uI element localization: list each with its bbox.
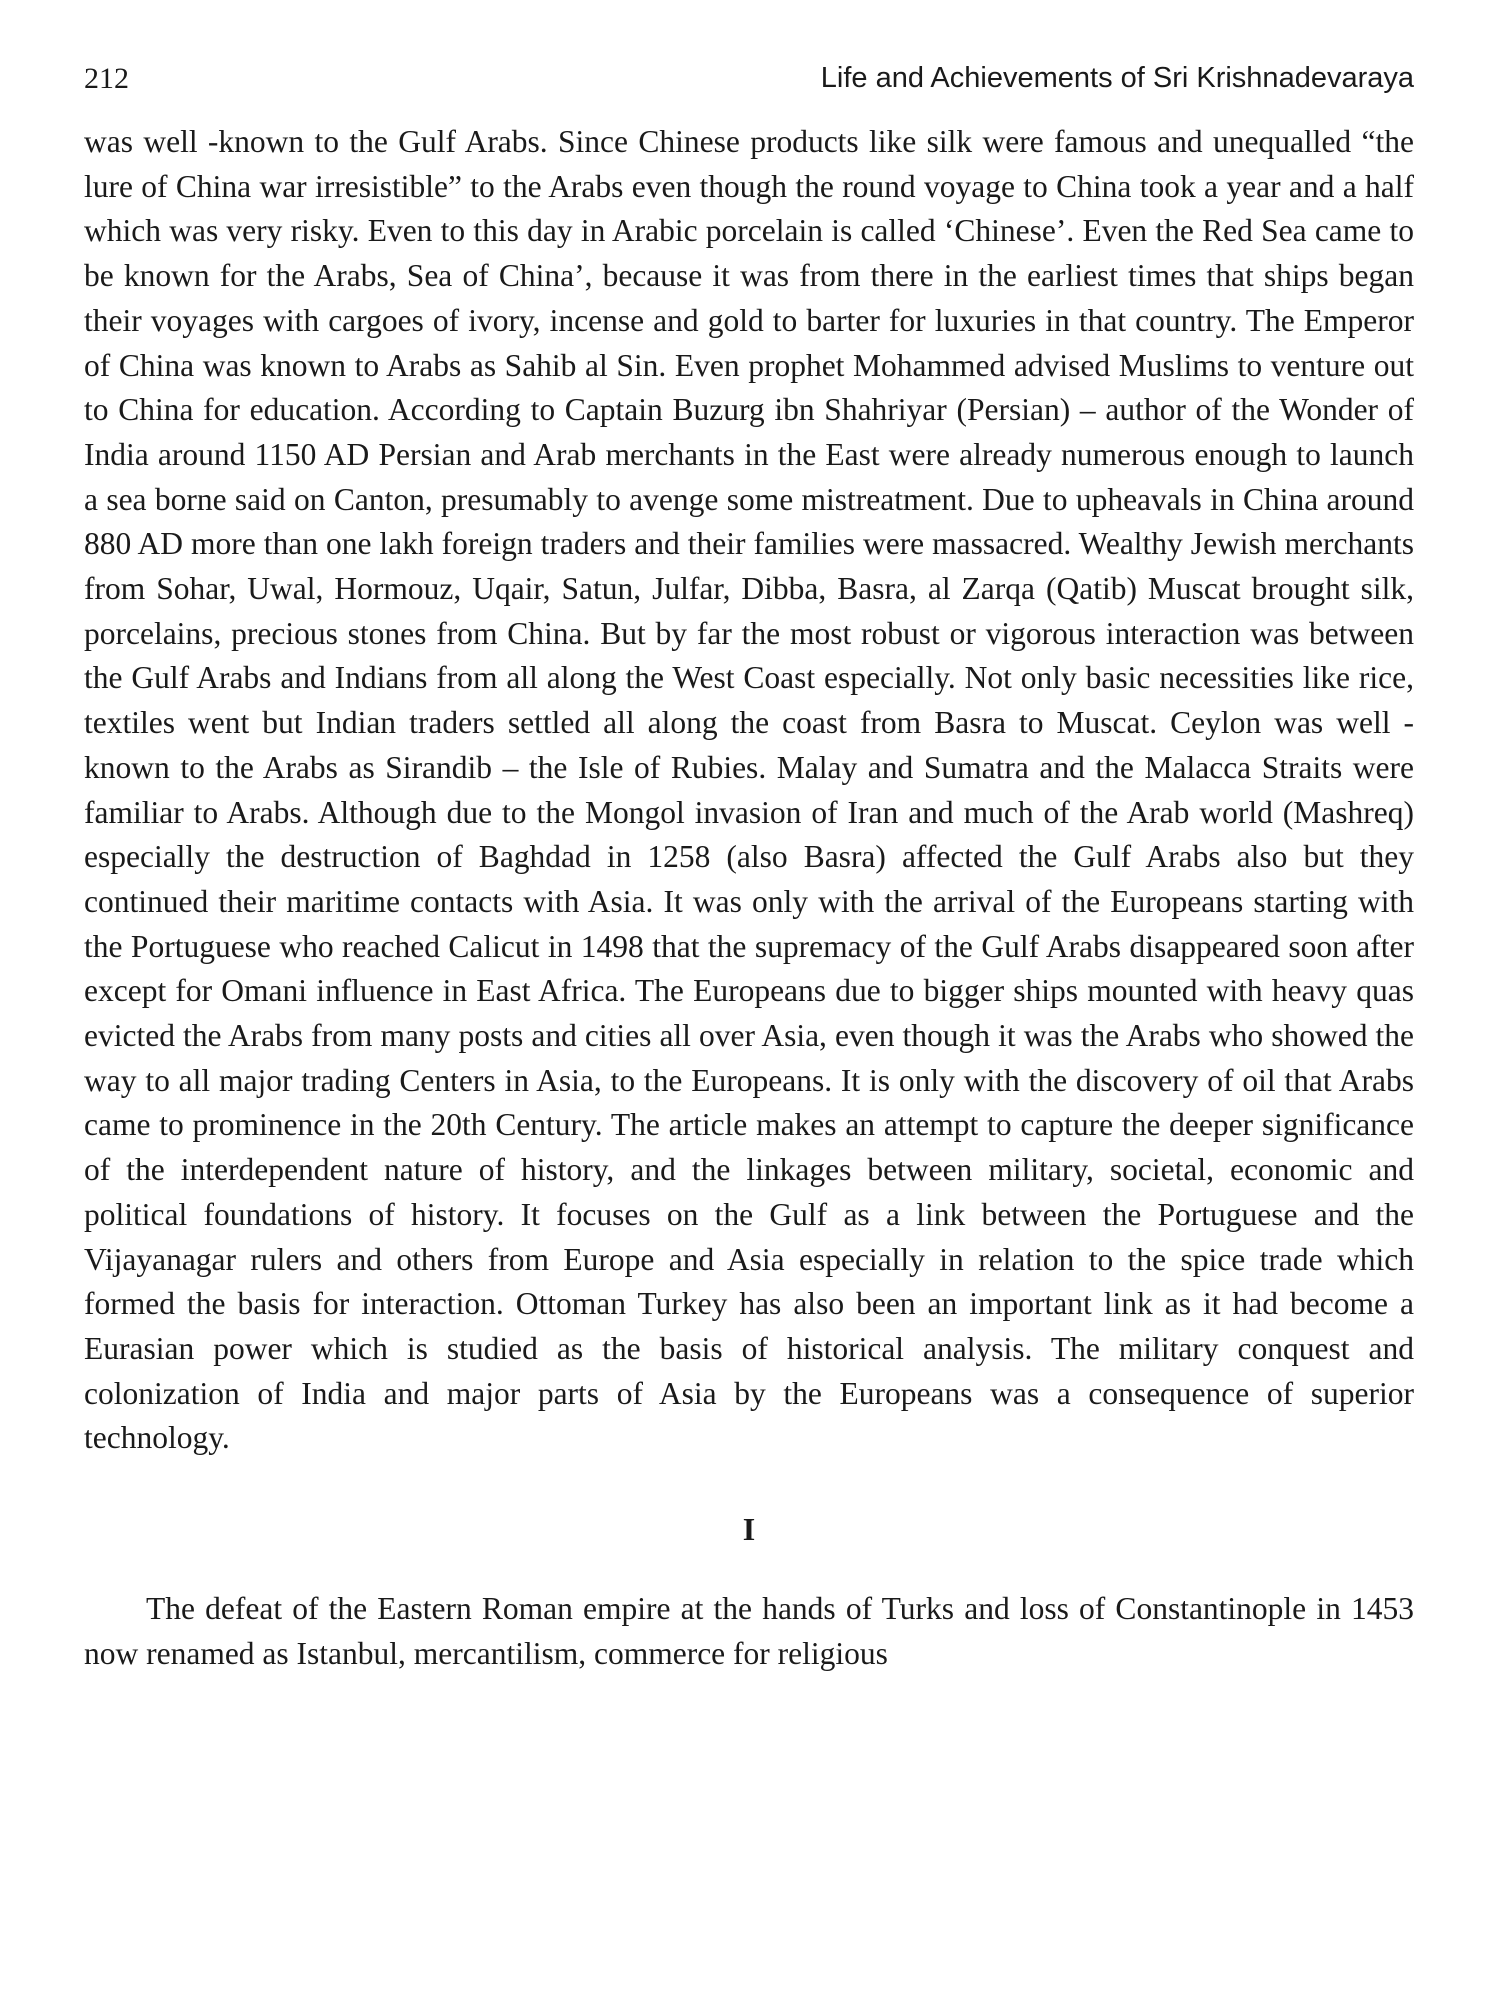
running-head xyxy=(84,52,1414,108)
paragraph-1: was well -known to the Gulf Arabs. Since Chinese products like silk were famous and unequalled “the lure of China war irresistible” to the Arabs even though the round voyage to China took a year and a half which was very risky. Even to this day in Arabic porcelain is called ‘Chinese’. Even the Red Sea came to be known for the Arabs, Sea of China’, because it was from there in the earliest times that ships began their voyages with cargoes of ivory, incense and gold to barter for luxuries in that country. The Emperor of China was known to Arabs as Sahib al Sin. Even prophet Mohammed advised Muslims to venture out to China for education. According to Captain Buzurg ibn Shahriyar (Persian) – author of the Wonder of India around 1150 AD Persian and Arab merchants in the East were already numerous enough to launch a sea borne said on Canton, presumably to avenge some mistreatment. Due to upheavals in China around 880 AD more than one lakh foreign traders and their families were massacred. Wealthy Jewish merchants from Sohar, Uwal, Hormouz, Uqair, Satun, Julfar, Dibba, Basra, al Zarqa (Qatib) Muscat brought silk, porcelains, precious stones from China. But by far the most robust or vigorous interaction was between the Gulf Arabs and Indians from all along the West Coast especially. Not only basic necessities like rice, textiles went but Indian traders settled all along the coast from Basra to Muscat. Ceylon was well - known to the Arabs as Sirandib – the Isle of Rubies. Malay and Sumatra and the Malacca Straits were familiar to Arabs. Although due to the Mongol invasion of Iran and much of the Arab world (Mashreq) especially the destruction of Baghdad in 1258 (also Basra) affected the Gulf Arabs also but they continued their maritime contacts with Asia. It was only with the arrival of the Europeans starting with the Portuguese who reached Calicut in 1498 that the supremacy of the Gulf Arabs disappeared soon after except for Omani influence in East Africa. The Europeans due to bigger ships mounted with heavy quas evicted the Arabs from many posts and cities all over Asia, even though it was the Arabs who showed the way to all major trading Centers in Asia, to the Europeans. It is only with the discovery of oil that Arabs came to prominence in the 20th Century. The article makes an attempt to capture the deeper significance of the interdependent nature of history, and the linkages between military, societal, economic and political foundations of history. It focuses on the Gulf as a link between the Portuguese and the Vijayanagar rulers and others from Europe and Asia especially in relation to the spice trade which formed the basis for interaction. Ottoman Turkey has also been an important link as it had become a Eurasian power which is studied as the basis of historical analysis. The military conquest and colonization of India and major parts of Asia by the Europeans was a consequence of superior technology. xyxy=(84,124,1414,1456)
book-title: Life and Achievements of Sri Krishnadevaraya xyxy=(820,62,1414,94)
page-number: 212 xyxy=(84,62,129,95)
paragraph-2: The defeat of the Eastern Roman empire at the hands of Turks and loss of Constantinople in 1453 now renamed as Istanbul, mercantilism, commerce for religious xyxy=(84,1591,1414,1671)
book-page xyxy=(84,52,1414,1677)
section-heading: I xyxy=(742,1511,756,1548)
